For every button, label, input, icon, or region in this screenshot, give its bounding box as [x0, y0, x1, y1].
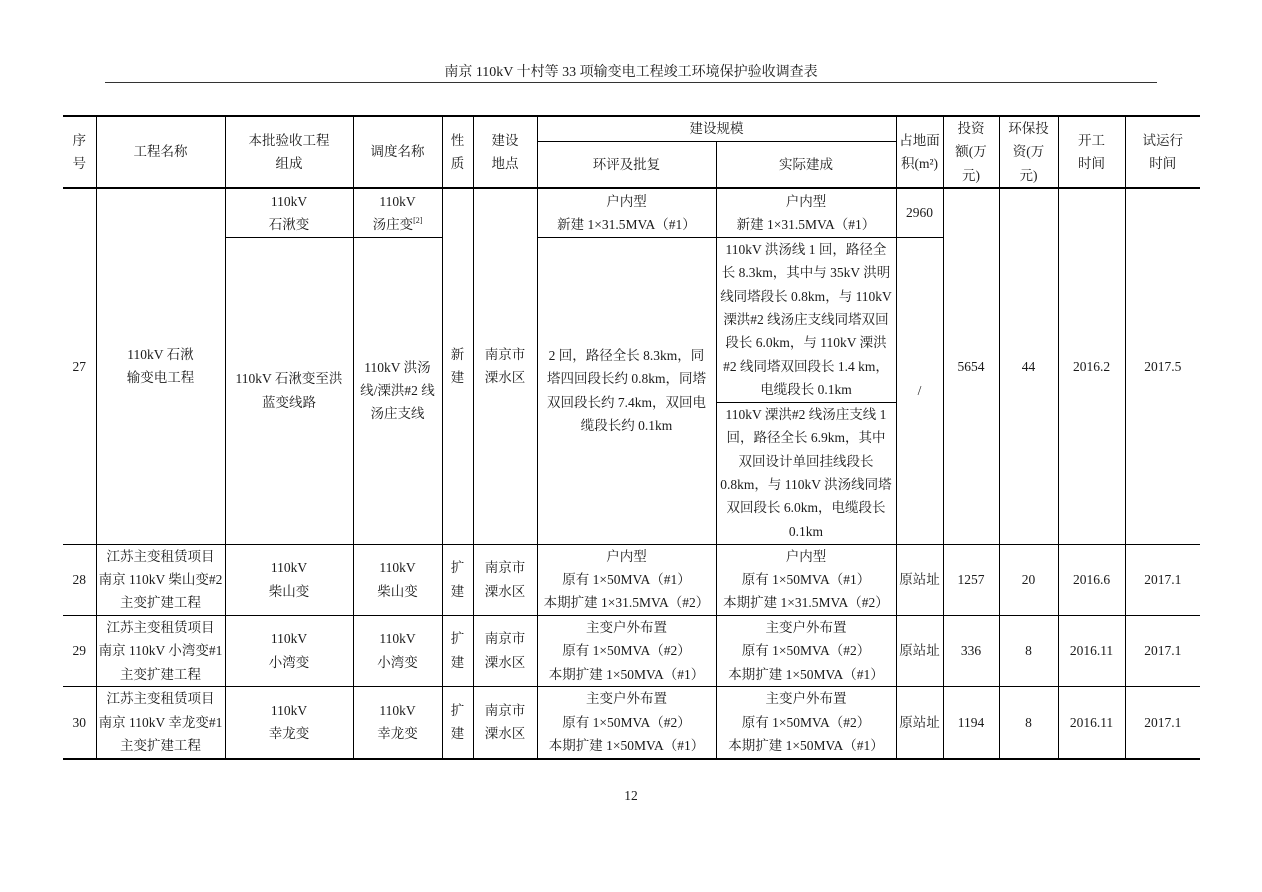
row-29-composition: 110kV 小湾变 [225, 615, 353, 686]
table-row [63, 188, 1200, 237]
header-nature: 性 质 [442, 116, 473, 188]
row-30-actual: 主变户外布置 原有 1×50MVA（#2） 本期扩建 1×50MVA（#1） [716, 687, 896, 759]
row-27-substation-dispatch-cell [353, 188, 442, 237]
row-28-actual: 户内型 原有 1×50MVA（#1） 本期扩建 1×31.5MVA（#2） [716, 544, 896, 615]
row-29-investment: 336 [943, 615, 999, 686]
header-trial-run: 试运行 时间 [1125, 116, 1200, 188]
header-start: 开工 时间 [1058, 116, 1125, 188]
header-row [63, 116, 1200, 141]
row-27-trial-run: 2017.5 [1125, 188, 1200, 544]
row-27-location: 南京市 溧水区 [473, 188, 537, 544]
row-27-line-dispatch-name: 110kV 洪汤 线/溧洪#2 线 汤庄支线 [353, 237, 442, 544]
row-30-eia: 主变户外布置 原有 1×50MVA（#2） 本期扩建 1×50MVA（#1） [537, 687, 716, 759]
row-28-investment: 1257 [943, 544, 999, 615]
header-location: 建设 地点 [473, 116, 537, 188]
row-28-eia: 户内型 原有 1×50MVA（#1） 本期扩建 1×31.5MVA（#2） [537, 544, 716, 615]
row-28-dispatch-name: 110kV 柴山变 [353, 544, 442, 615]
row-29-actual: 主变户外布置 原有 1×50MVA（#2） 本期扩建 1×50MVA（#1） [716, 615, 896, 686]
row-29-area: 原站址 [896, 615, 943, 686]
row-30-location: 南京市 溧水区 [473, 687, 537, 759]
row-30-dispatch-name: 110kV 幸龙变 [353, 687, 442, 759]
row-27-line-actual-hongtang: 110kV 洪汤线 1 回，路径全 长 8.3km，其中与 35kV 洪明 线同塔段长 0.8km，与 110kV 溧洪#2 线汤庄支线同塔双回 段长 6.0km，与 110kV 溧洪 #2 线同塔双回段长 1.4 km， 电缆段长 0.1km [716, 237, 896, 402]
header-dispatch-name: 调度名称 [353, 116, 442, 188]
row-29-trial-run: 2017.1 [1125, 615, 1200, 686]
acceptance-survey-table [63, 115, 1200, 760]
row-27-env-investment: 44 [999, 188, 1058, 544]
row-27-substation-dispatch-note: [2] [413, 215, 423, 225]
row-27-seq: 27 [63, 188, 96, 544]
running-header: 南京 110kV 十村等 33 项输变电工程竣工环境保护验收调查表 [444, 65, 818, 80]
row-30-start: 2016.11 [1058, 687, 1125, 759]
row-29-eia: 主变户外布置 原有 1×50MVA（#2） 本期扩建 1×50MVA（#1） [537, 615, 716, 686]
page-number: 12 [624, 788, 638, 803]
header-rule [105, 82, 1157, 83]
row-29-env-investment: 8 [999, 615, 1058, 686]
header-scale: 建设规模 [537, 116, 896, 141]
row-28-nature: 扩 建 [442, 544, 473, 615]
row-30-nature: 扩 建 [442, 687, 473, 759]
row-28-env-investment: 20 [999, 544, 1058, 615]
row-27-substation-actual: 户内型 新建 1×31.5MVA（#1） [716, 188, 896, 237]
row-27-line-composition: 110kV 石湫变至洪 蓝变线路 [225, 237, 353, 544]
row-30-seq: 30 [63, 687, 96, 759]
row-27-nature: 新 建 [442, 188, 473, 544]
header-composition: 本批验收工程 组成 [225, 116, 353, 188]
row-29-seq: 29 [63, 615, 96, 686]
header-scale-actual: 实际建成 [716, 141, 896, 188]
row-28-project-name: 江苏主变租赁项目 南京 110kV 柴山变#2 主变扩建工程 [96, 544, 225, 615]
row-30-project-name: 江苏主变租赁项目 南京 110kV 幸龙变#1 主变扩建工程 [96, 687, 225, 759]
row-30-investment: 1194 [943, 687, 999, 759]
row-30-trial-run: 2017.1 [1125, 687, 1200, 759]
table-row [63, 544, 1200, 615]
table-row [63, 687, 1200, 759]
row-30-composition: 110kV 幸龙变 [225, 687, 353, 759]
row-29-location: 南京市 溧水区 [473, 615, 537, 686]
header-env-investment: 环保投 资(万 元) [999, 116, 1058, 188]
row-29-project-name: 江苏主变租赁项目 南京 110kV 小湾变#1 主变扩建工程 [96, 615, 225, 686]
table-row [63, 615, 1200, 686]
row-28-seq: 28 [63, 544, 96, 615]
row-29-start: 2016.11 [1058, 615, 1125, 686]
header-seq: 序 号 [63, 116, 96, 188]
row-30-area: 原站址 [896, 687, 943, 759]
row-28-composition: 110kV 柴山变 [225, 544, 353, 615]
row-28-trial-run: 2017.1 [1125, 544, 1200, 615]
row-29-dispatch-name: 110kV 小湾变 [353, 615, 442, 686]
row-27-line-area: / [896, 237, 943, 544]
row-27-line-eia: 2 回，路径全长 8.3km，同 塔四回段长约 0.8km，同塔 双回段长约 7.4km，双回电 缆段长约 0.1km [537, 237, 716, 544]
header-area: 占地面 积(m²) [896, 116, 943, 188]
row-28-start: 2016.6 [1058, 544, 1125, 615]
row-29-nature: 扩 建 [442, 615, 473, 686]
row-27-project-name: 110kV 石湫 输变电工程 [96, 188, 225, 544]
row-27-substation-dispatch-name: 110kV 汤庄变 [372, 193, 416, 232]
row-27-substation-eia: 户内型 新建 1×31.5MVA（#1） [537, 188, 716, 237]
row-27-substation-composition: 110kV 石湫变 [225, 188, 353, 237]
row-27-line-actual-lihong: 110kV 溧洪#2 线汤庄支线 1 回，路径全长 6.9km，其中 双回设计单回挂线段长 0.8km，与 110kV 洪汤线同塔 双回段长 6.0km，电缆段长 0.1km [716, 402, 896, 544]
row-27-substation-area: 2960 [896, 188, 943, 237]
row-30-env-investment: 8 [999, 687, 1058, 759]
header-scale-eia: 环评及批复 [537, 141, 716, 188]
row-27-start: 2016.2 [1058, 188, 1125, 544]
header-investment: 投资 额(万 元) [943, 116, 999, 188]
header-project-name: 工程名称 [96, 116, 225, 188]
row-28-area: 原站址 [896, 544, 943, 615]
row-28-location: 南京市 溧水区 [473, 544, 537, 615]
row-27-investment: 5654 [943, 188, 999, 544]
